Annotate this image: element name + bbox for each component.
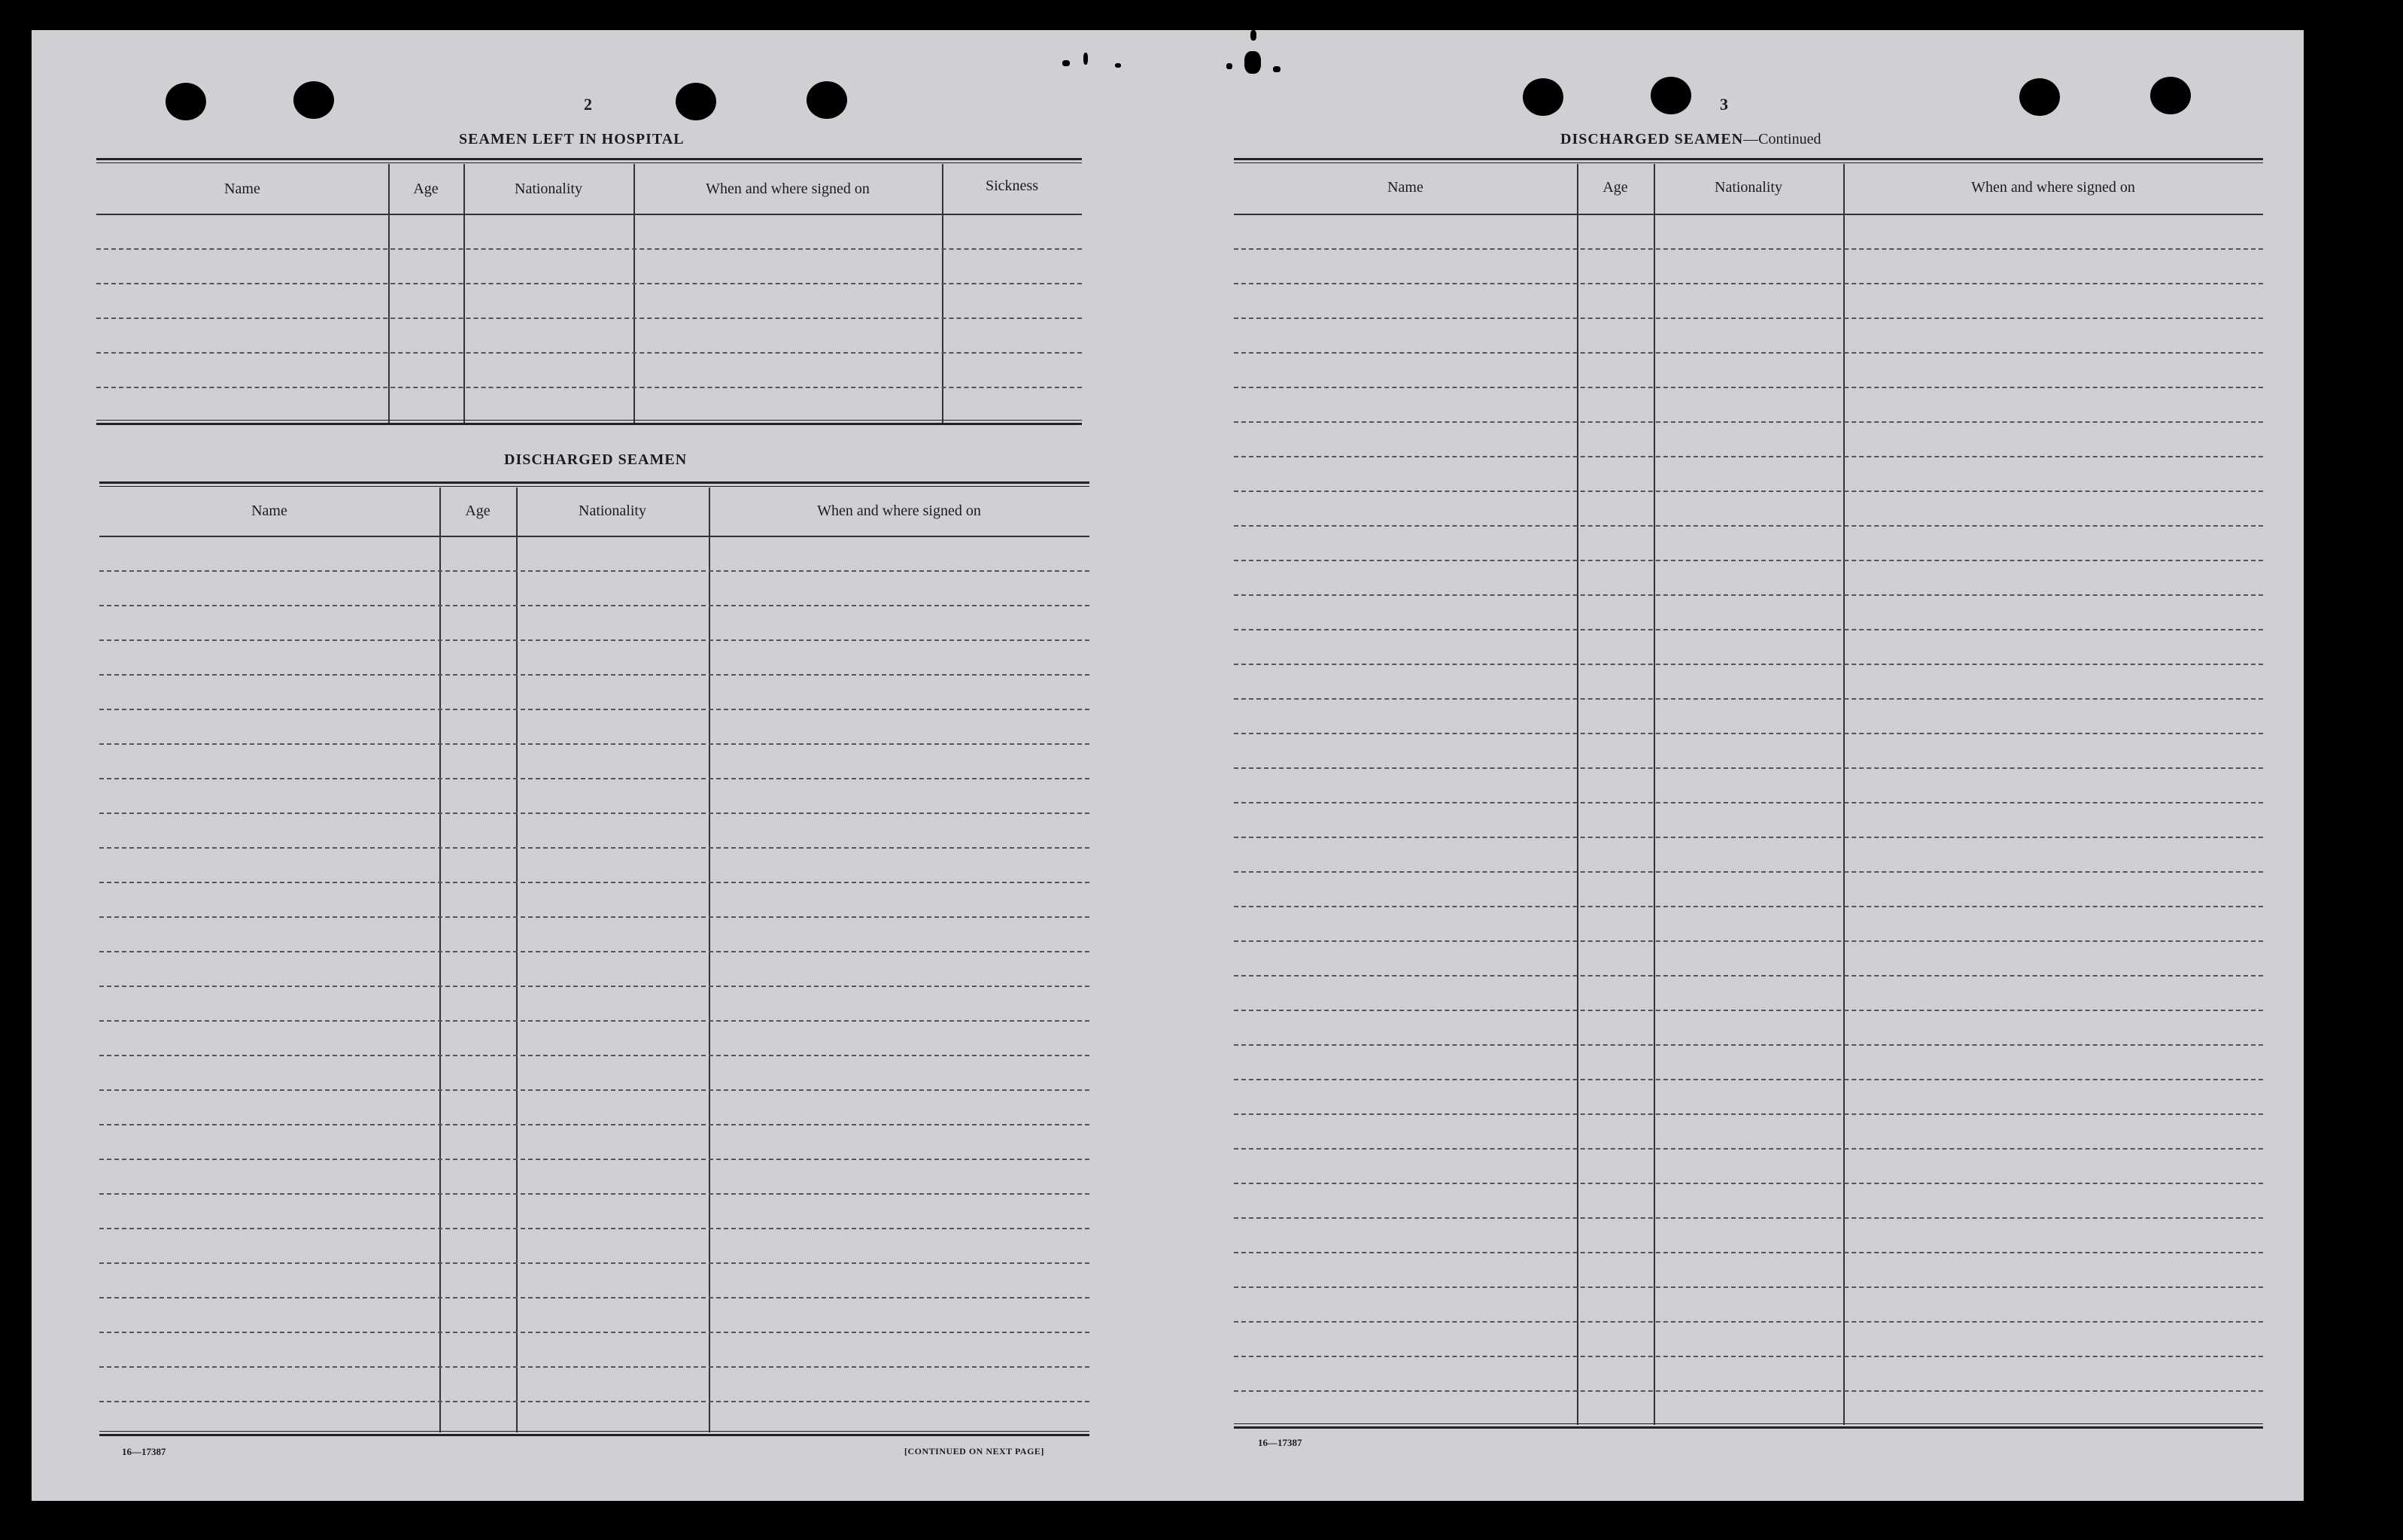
ink-blot <box>1250 30 1256 41</box>
column-header-age: Age <box>465 503 491 519</box>
entry-line <box>1234 1356 2263 1357</box>
entry-line <box>1234 698 2263 700</box>
form-code-right: 16—17387 <box>1258 1437 1302 1448</box>
entry-line <box>1234 1044 2263 1046</box>
entry-line <box>99 1020 1089 1022</box>
column-header-signed-on: When and where signed on <box>706 181 870 197</box>
table-header-rule <box>96 214 1082 215</box>
entry-line <box>96 317 1082 319</box>
entry-line <box>1234 1286 2263 1288</box>
continued-suffix: —Continued <box>1743 131 1821 147</box>
entry-line <box>1234 664 2263 665</box>
entry-line <box>1234 1183 2263 1184</box>
discharged-continued-title <box>1560 131 1821 148</box>
entry-line <box>1234 629 2263 630</box>
entry-line <box>1234 871 2263 873</box>
document-page <box>32 30 2304 1501</box>
entry-line <box>99 1055 1089 1056</box>
punch-hole <box>676 83 716 120</box>
entry-line <box>1234 1079 2263 1080</box>
column-header-sickness: Sickness <box>986 178 1038 194</box>
column-divider <box>709 488 710 1432</box>
entry-line <box>99 1332 1089 1333</box>
entry-line <box>1234 975 2263 977</box>
entry-line <box>1234 1113 2263 1115</box>
ink-blot <box>1226 63 1232 69</box>
entry-line <box>99 1089 1089 1091</box>
entry-line <box>1234 1010 2263 1011</box>
entry-line <box>99 986 1089 987</box>
entry-line <box>99 1124 1089 1125</box>
entry-line <box>1234 525 2263 527</box>
punch-hole <box>1651 77 1691 114</box>
entry-line <box>1234 1252 2263 1253</box>
entry-line <box>99 916 1089 918</box>
entry-line <box>1234 387 2263 388</box>
entry-line <box>99 813 1089 814</box>
column-divider <box>516 488 518 1432</box>
continued-note: [CONTINUED ON NEXT PAGE] <box>904 1446 1044 1456</box>
entry-line <box>1234 733 2263 734</box>
punch-hole <box>2150 77 2191 114</box>
entry-line <box>99 674 1089 676</box>
ink-blot <box>1244 51 1261 74</box>
punch-hole <box>1523 78 1563 116</box>
column-divider <box>942 164 943 424</box>
entry-line <box>99 605 1089 606</box>
table-top-rule <box>96 158 1082 163</box>
page-number-right: 3 <box>1720 95 1728 114</box>
column-header-name: Name <box>224 181 260 197</box>
table-header-rule <box>99 536 1089 537</box>
entry-line <box>1234 1217 2263 1219</box>
entry-line <box>96 387 1082 388</box>
entry-line <box>1234 491 2263 492</box>
column-header-nationality: Nationality <box>579 503 646 519</box>
page-number-left: 2 <box>584 95 592 114</box>
table-bottom-rule <box>99 1431 1089 1436</box>
table-bottom-rule <box>96 420 1082 425</box>
entry-line <box>1234 352 2263 354</box>
entry-line <box>1234 248 2263 250</box>
column-divider <box>463 164 465 424</box>
entry-line <box>1234 456 2263 457</box>
column-header-nationality: Nationality <box>515 181 582 197</box>
entry-line <box>1234 906 2263 907</box>
entry-line <box>1234 594 2263 596</box>
column-header-nationality: Nationality <box>1715 179 1782 196</box>
entry-line <box>1234 283 2263 284</box>
table-bottom-rule <box>1234 1423 2263 1429</box>
entry-line <box>99 1159 1089 1160</box>
entry-line <box>99 639 1089 641</box>
column-divider <box>388 164 390 424</box>
hospital-table <box>96 158 1082 427</box>
punch-hole <box>293 81 334 119</box>
form-code-left: 16—17387 <box>122 1446 166 1457</box>
column-header-name: Name <box>251 503 287 519</box>
punch-hole <box>166 83 206 120</box>
entry-line <box>1234 560 2263 561</box>
discharged-section-title: DISCHARGED SEAMEN <box>504 451 688 468</box>
entry-line <box>99 1297 1089 1299</box>
table-top-rule <box>1234 158 2263 163</box>
entry-line <box>1234 940 2263 942</box>
entry-line <box>1234 1148 2263 1150</box>
entry-line <box>99 847 1089 849</box>
entry-line <box>99 570 1089 572</box>
entry-line <box>96 352 1082 354</box>
ink-blot <box>1273 66 1280 72</box>
entry-line <box>99 1401 1089 1402</box>
punch-hole <box>2019 78 2060 116</box>
entry-line <box>96 283 1082 284</box>
discharged-table-right <box>1234 158 2263 1429</box>
discharged-title-text: DISCHARGED SEAMEN <box>1560 131 1744 147</box>
entry-line <box>1234 1390 2263 1392</box>
ink-blot <box>1115 63 1121 68</box>
entry-line <box>1234 767 2263 769</box>
column-header-name: Name <box>1387 179 1423 196</box>
table-top-rule <box>99 481 1089 487</box>
column-header-signed-on: When and where signed on <box>1971 179 2135 196</box>
entry-line <box>99 709 1089 710</box>
entry-line <box>99 1228 1089 1229</box>
column-header-signed-on: When and where signed on <box>817 503 981 519</box>
ink-blot <box>1083 53 1088 65</box>
entry-line <box>99 1262 1089 1264</box>
entry-line <box>1234 837 2263 838</box>
discharged-table-left <box>99 481 1089 1437</box>
column-divider <box>439 488 441 1432</box>
entry-line <box>99 743 1089 745</box>
entry-line <box>99 951 1089 952</box>
hospital-section-title: SEAMEN LEFT IN HOSPITAL <box>459 131 685 147</box>
ink-blot <box>1062 60 1070 66</box>
entry-line <box>99 778 1089 779</box>
punch-hole <box>807 81 847 119</box>
column-divider <box>633 164 635 424</box>
entry-line <box>99 1366 1089 1368</box>
entry-line <box>1234 802 2263 803</box>
entry-line <box>1234 421 2263 423</box>
table-header-rule <box>1234 214 2263 215</box>
entry-line <box>1234 317 2263 319</box>
entry-line <box>96 248 1082 250</box>
column-header-age: Age <box>413 181 439 197</box>
entry-line <box>99 1193 1089 1195</box>
entry-line <box>1234 1321 2263 1323</box>
entry-line <box>99 882 1089 883</box>
column-header-age: Age <box>1603 179 1628 196</box>
